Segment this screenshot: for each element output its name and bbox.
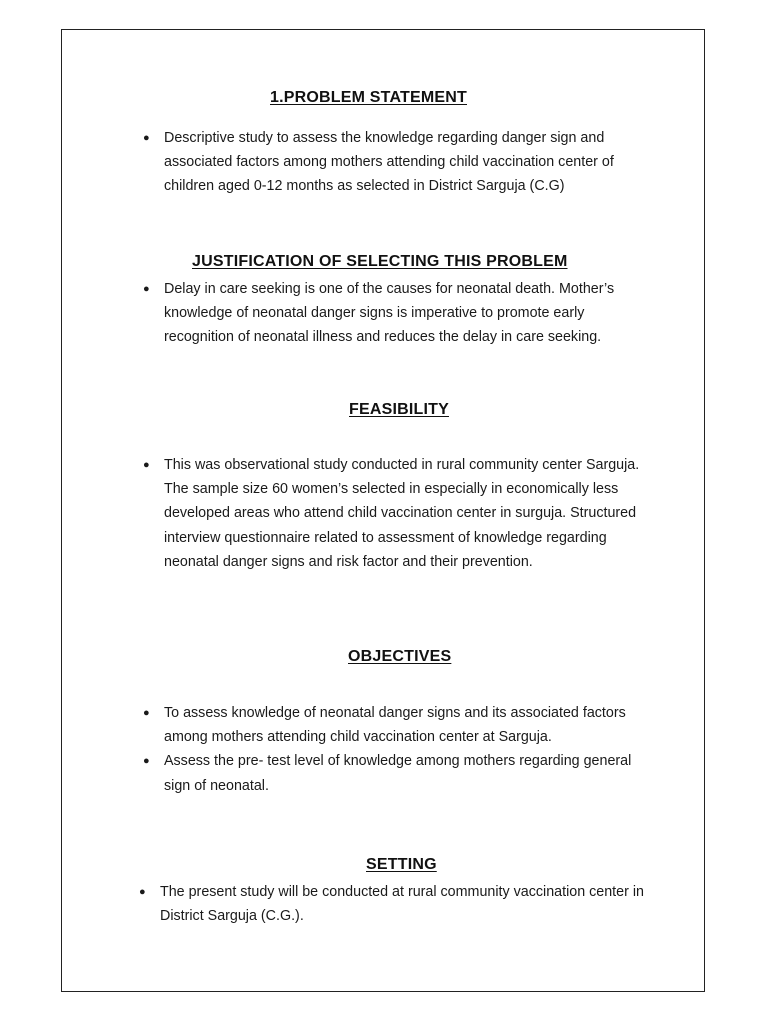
bullet-icon: ● (143, 132, 150, 144)
objectives-heading: OBJECTIVES (348, 648, 452, 665)
bullet-icon: ● (139, 886, 146, 898)
bullet-icon: ● (143, 283, 150, 295)
feasibility-list (143, 453, 654, 574)
bullet-icon: ● (143, 755, 150, 768)
list-item (143, 126, 654, 199)
problem-statement-list (143, 126, 654, 199)
bullet-icon: ● (143, 459, 150, 471)
list-item (139, 880, 654, 928)
list-item (143, 453, 654, 574)
justification-heading: JUSTIFICATION OF SELECTING THIS PROBLEM (192, 253, 568, 270)
problem-statement-heading: 1.PROBLEM STATEMENT (270, 89, 467, 106)
justification-list (143, 277, 654, 350)
bullet-text: This was observational study conducted in rural community center Sarguja. The sample size 60 women’s selected in especially in economically less developed areas who attend child vaccination center in surguja. Structured interview questionnaire related to assessment of knowledge regarding neonatal danger signs and risk factor and their prevention. (164, 457, 640, 570)
bullet-text: Assess the pre- test level of knowledge among mothers regarding general sign of neonatal. (164, 753, 632, 794)
bullet-text: Descriptive study to assess the knowledge regarding danger sign and associated factors among mothers attending child vaccination center of children aged 0-12 months as selected in District Sarguja (C.G) (164, 130, 614, 195)
bullet-icon: ● (143, 707, 150, 719)
list-item (143, 277, 654, 350)
feasibility-heading: FEASIBILITY (349, 401, 449, 418)
bullet-text: The present study will be conducted at rural community vaccination center in District Sarguja (C.G.). (160, 884, 644, 925)
list-item (143, 701, 654, 749)
bullet-text: To assess knowledge of neonatal danger signs and its associated factors among mothers attending child vaccination center at Sarguja. (164, 705, 626, 746)
setting-heading: SETTING (366, 856, 437, 873)
objectives-list (143, 701, 654, 798)
bullet-text: Delay in care seeking is one of the causes for neonatal death. Mother’s knowledge of neonatal danger signs is imperative to promote early recognition of neonatal illness and reduces the delay in care seeking. (164, 281, 615, 346)
list-item (143, 749, 654, 797)
setting-list (139, 880, 654, 928)
